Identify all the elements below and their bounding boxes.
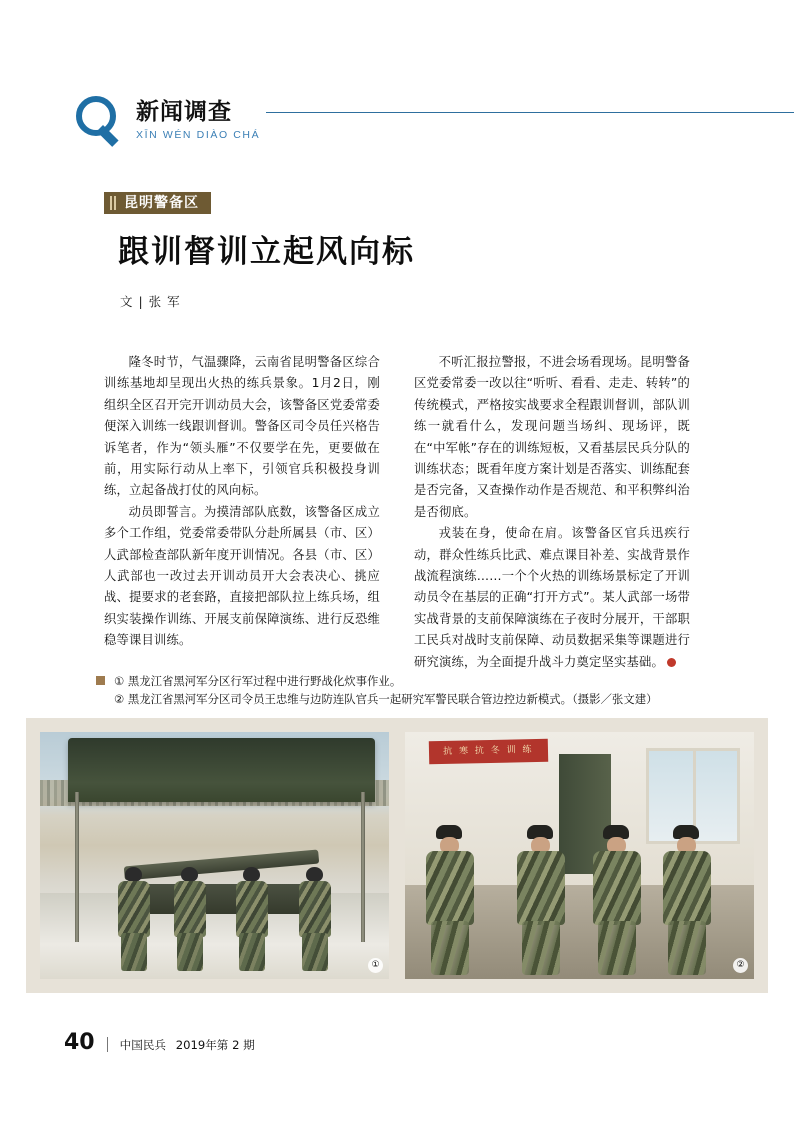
byline: 文 | 张 军 (120, 294, 181, 309)
footer-text (120, 1038, 255, 1054)
body-column-right (414, 352, 690, 673)
issue-label: 2019年第 2 期 (175, 1038, 255, 1052)
photo-number-badge: ② (733, 958, 748, 973)
caption-line: ② 黑龙江省黑河军分区司令员王忠维与边防连队官兵一起研究军警民联合管边控边新模式。（摄影／张文建） (114, 692, 658, 706)
publication-name: 中国民兵 (119, 1038, 167, 1052)
photo-outdoor-drill (40, 732, 389, 979)
wall-banner: 抗 寒 抗 冬 训 练 (429, 739, 548, 764)
kicker-bars-icon (110, 196, 120, 210)
paragraph (414, 523, 690, 673)
equipment-barrel (124, 850, 320, 881)
paragraph: 隆冬时节，气温骤降，云南省昆明警备区综合训练基地却呈现出火热的练兵景象。1月2日，刚组织全区召开完开训动员大会，该警备区党委常委便深入训练一线跟训督训。警备区司令员任兴格告诉笔者，作为“领头雁”不仅要学在先，更要做在前，用实际行动从上率下，引领官兵积极投身训练，立起备战打仗的风向标。 (104, 355, 380, 498)
caption-lines (114, 672, 658, 708)
photo-number-badge: ① (368, 958, 383, 973)
photo-indoor-meeting (405, 732, 754, 979)
article-kicker (104, 192, 211, 214)
end-mark-icon (667, 658, 676, 667)
photo-panel (26, 718, 768, 993)
header-divider (266, 112, 794, 113)
canopy-pole (75, 792, 79, 942)
kicker-label: 昆明警备区 (124, 195, 199, 211)
page-number: 40 (64, 1030, 95, 1055)
article-body (104, 352, 690, 673)
section-title-group (136, 98, 260, 141)
figure-caption (96, 672, 696, 708)
soldier-figure (517, 825, 565, 975)
soldier-figure (593, 825, 641, 975)
caption-bullet-icon (96, 676, 105, 685)
page-footer (64, 1032, 255, 1054)
caption-line: ① 黑龙江省黑河军分区行军过程中进行野战化炊事作业。 (114, 674, 402, 688)
section-title-cn: 新闻调查 (136, 99, 232, 125)
soldier-figure (117, 867, 151, 971)
canopy-pole (361, 792, 365, 942)
soldier-figure (663, 825, 711, 975)
page-title: 跟训督训立起风向标 (118, 234, 415, 270)
soldier-figure (298, 867, 332, 971)
soldier-figure (173, 867, 207, 971)
paragraph: 不听汇报拉警报，不进会场看现场。昆明警备区党委常委一改以往“听听、看看、走走、转转”的传统模式，严格按实战要求全程跟训督训，部队训练一就看什么，发现问题当场纠、现场评，既在“中军帐”存在的训练短板，又看基层民兵分队的训练状态；既看年度方案计划是否落实、训练配套是否完备，又查操作动作是否规范、和平积弊纠治是否彻底。 (414, 355, 690, 519)
soldier-figure (426, 825, 474, 975)
section-title-pinyin: XĪN WÉN DIÀO CHÁ (136, 129, 261, 141)
section-header (70, 92, 724, 154)
footer-divider (107, 1037, 108, 1052)
paragraph: 动员即誓言。为摸清部队底数，该警备区成立多个工作组，党委常委带队分赴所属县（市、区）人武部检查部队新年度开训情况。各县（市、区）人武部也一改过去开训动员开大会表决心、挑应战、提要求的老套路，直接把部队拉上练兵场，组织实装操作训练、开展支前保障演练、进行反恐维稳等课目训练。 (104, 504, 380, 648)
soldier-figure (235, 867, 269, 971)
body-column-left (104, 352, 380, 673)
paragraph-text: 戎装在身，使命在肩。该警备区官兵迅疾行动，群众性练兵比武、难点课目补差、实战背景作战流程演练……一个个火热的训练场景标定了开训动员令在基层的正确“打开方式”。某人武部一场带实战背景的支前保障演练在子夜时分展开，干部职工民兵对战时支前保障、动员数据采集等课题进行研究演练，为全面提升战斗力奠定坚实基础。 (414, 526, 690, 669)
canopy-tarp (68, 738, 375, 802)
magnifier-icon (70, 92, 132, 154)
equipment-base (145, 884, 306, 914)
